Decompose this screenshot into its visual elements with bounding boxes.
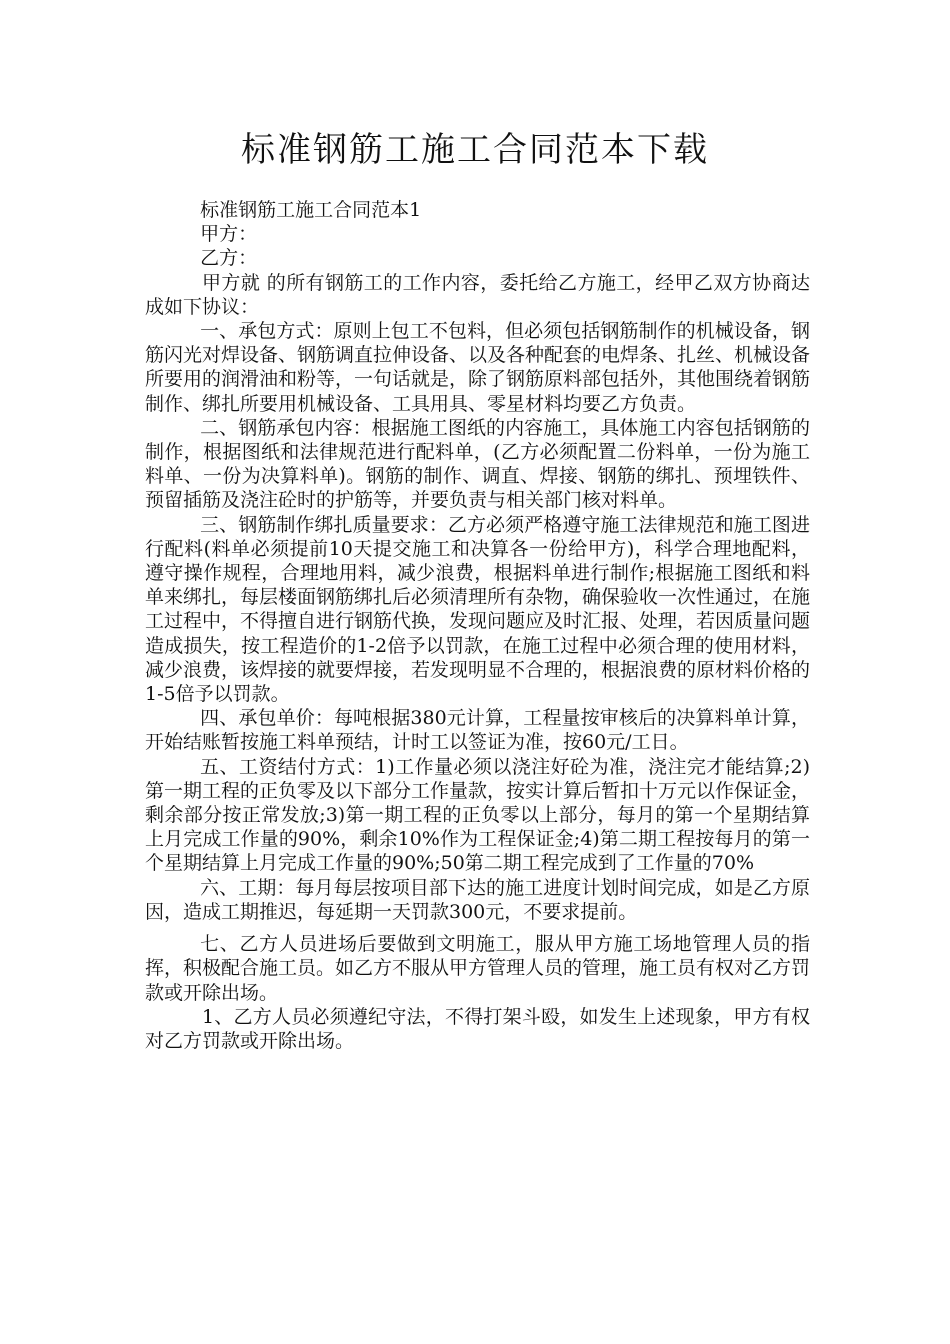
clause-7-item-1: 1、乙方人员必须遵纪守法，不得打架斗殴，如发生上述现象，甲方有权对乙方罚款或开除出场。 [145,1005,810,1052]
party-a-line: 甲方： [200,223,258,246]
clause-3-quality: 三、钢筋制作绑扎质量要求：乙方必须严格遵守施工法律规范和施工图进行配料(料单必须提前10天提交施工和决算各一份给甲方)，科学合理地配料，遵守操作规程，合理地用料，减少浪费，根据料单进行制作;根据施工图纸和料单来绑扎，每层楼面钢筋绑扎后必须清理所有杂物，确保验收一次性通过，在施工过程中，不得擅自进行钢筋代换，发现问题应及时汇报、处理，若因质量问题造成损失，按工程造价的1-2倍予以罚款，在施工过程中必须合理的使用材料，减少浪费，该焊接的就要焊接，若发现明显不合理的，根据浪费的原材料价格的1-5倍予以罚款。 [145,513,811,706]
intro-paragraph: 甲方就 的所有钢筋工的工作内容，委托给乙方施工，经甲乙双方协商达成如下协议： [145,271,810,318]
contract-heading: 标准钢筋工施工合同范本1 [200,199,422,221]
clause-2-scope: 二、钢筋承包内容：根据施工图纸的内容施工，具体施工内容包括钢筋的制作，根据图纸和法律规范进行配料单，(乙方必须配置二份料单，一份为施工料单、一份为决算料单)。钢筋的制作、调直、焊接、钢筋的绑扎、预埋铁件、预留插筋及浇注砼时的护筋等，并要负责与相关部门核对料单。 [145,416,810,512]
document-body [145,198,810,1053]
clause-1-contracting-method: 一、承包方式：原则上包工不包料，但必须包括钢筋制作的机械设备，钢筋闪光对焊设备、钢筋调直拉伸设备、以及各种配套的电焊条、扎丝、机械设备所要用的润滑油和粉等，一句话就是，除了钢筋原料部包括外，其他围绕着钢筋制作、绑扎所要用机械设备、工具用具、零星材料均要乙方负责。 [145,320,811,415]
party-b-line: 乙方： [200,247,258,270]
clause-4-unit-price: 四、承包单价：每吨根据380元计算，工程量按审核后的决算料单计算，开始结账暂按施工料单预结，计时工以签证为准，按60元/工日。 [145,707,810,754]
clause-5-payment: 五、工资结付方式：1)工作量必须以浇注好砼为准，浇注完才能结算;2)第一期工程的正负零及以下部分工作量款，按实计算后暂扣十万元以作保证金，剩余部分按正常发放;3)第一期工程的正负零以上部分，每月的第一个星期结算上月完成工作量的90%，剩余10%作为工程保证金;4)第二期工程按每月的第一个星期结算上月完成工作量的90%;50第二期工程完成到了工作量的70% [145,755,811,875]
clause-6-schedule: 六、工期：每月每层按项目部下达的施工进度计划时间完成，如是乙方原因，造成工期推迟，每延期一天罚款300元，不要求提前。 [145,876,810,923]
document-title: 标准钢筋工施工合同范本下载 [241,130,709,170]
clause-7-site-conduct: 七、乙方人员进场后要做到文明施工，服从甲方施工场地管理人员的指挥，积极配合施工员。如乙方不服从甲方管理人员的管理，施工员有权对乙方罚款或开除出场。 [145,933,811,1004]
